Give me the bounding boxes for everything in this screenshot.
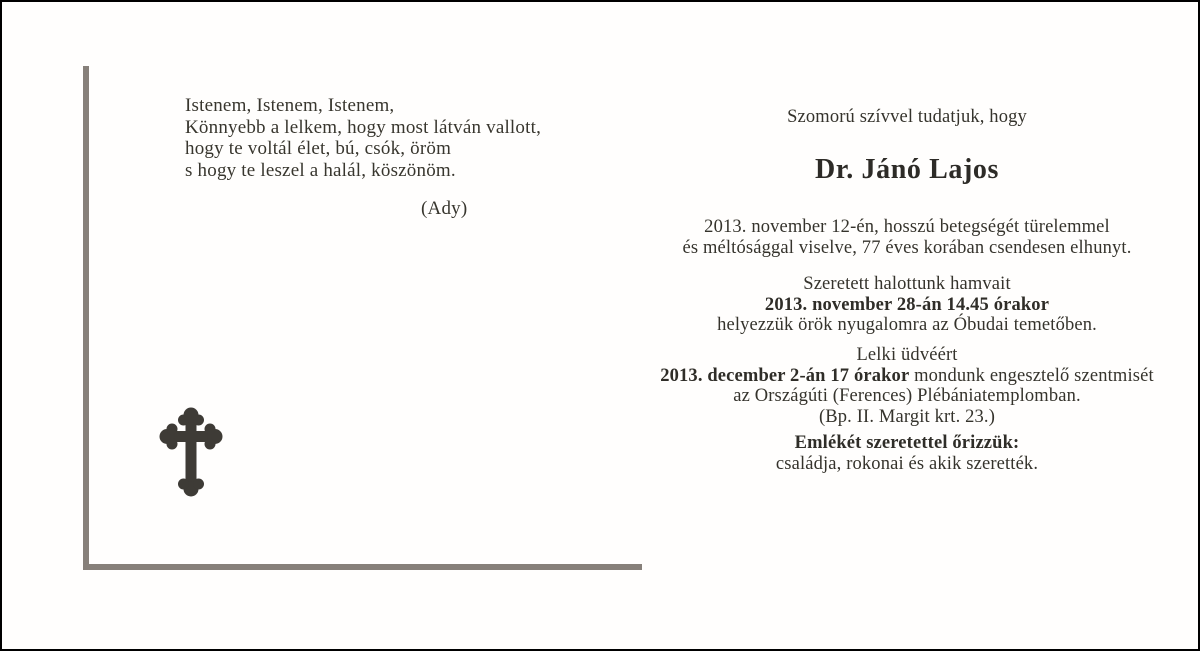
budded-cross-icon	[158, 406, 224, 498]
funeral-line: helyezzük örök nyugalomra az Óbudai temetőben.	[717, 315, 1097, 335]
announcement-intro: Szomorú szívvel tudatjuk, hogy	[787, 107, 1027, 127]
memorial-mass-paragraph	[647, 345, 1167, 427]
death-notice-line: és méltósággal viselve, 77 éves korában csendesen elhunyt.	[682, 237, 1132, 258]
funeral-datetime: 2013. november 28-án 14.45 órakor	[764, 294, 1050, 315]
funeral-line: Szeretett halottunk hamvait	[803, 274, 1011, 294]
poem-line: Istenem, Istenem, Istenem,	[185, 95, 395, 116]
poem-attribution: (Ady)	[421, 198, 468, 219]
closing-paragraph	[647, 433, 1167, 474]
closing-line-bold: Emlékét szeretettel őrizzük:	[794, 433, 1020, 453]
poem	[185, 95, 541, 182]
funeral-paragraph	[647, 274, 1167, 336]
left-frame-vertical-rule	[83, 66, 89, 570]
left-frame-horizontal-rule	[83, 564, 642, 570]
closing-line: családja, rokonai és akik szerették.	[775, 453, 1039, 474]
poem-line: s hogy te leszel a halál, köszönöm.	[185, 160, 456, 182]
death-notice-paragraph	[647, 217, 1167, 258]
mass-datetime-rest: mondunk engesztelő szentmisét	[909, 365, 1154, 386]
mass-datetime-line	[647, 366, 1167, 387]
mass-datetime: 2013. december 2-án 17 órakor	[660, 365, 910, 386]
mass-location: az Országúti (Ferences) Plébániatemplomban.	[733, 386, 1081, 406]
mass-address: (Bp. II. Margit krt. 23.)	[818, 406, 996, 427]
mass-line: Lelki üdvéért	[856, 345, 958, 365]
death-notice-line: 2013. november 12-én, hosszú betegségét türelemmel	[704, 217, 1110, 237]
poem-line: hogy te voltál élet, bú, csók, öröm	[185, 138, 452, 160]
deceased-name: Dr. Jánó Lajos	[815, 154, 999, 185]
poem-line: Könnyebb a lelkem, hogy most látván vallott,	[185, 116, 542, 138]
